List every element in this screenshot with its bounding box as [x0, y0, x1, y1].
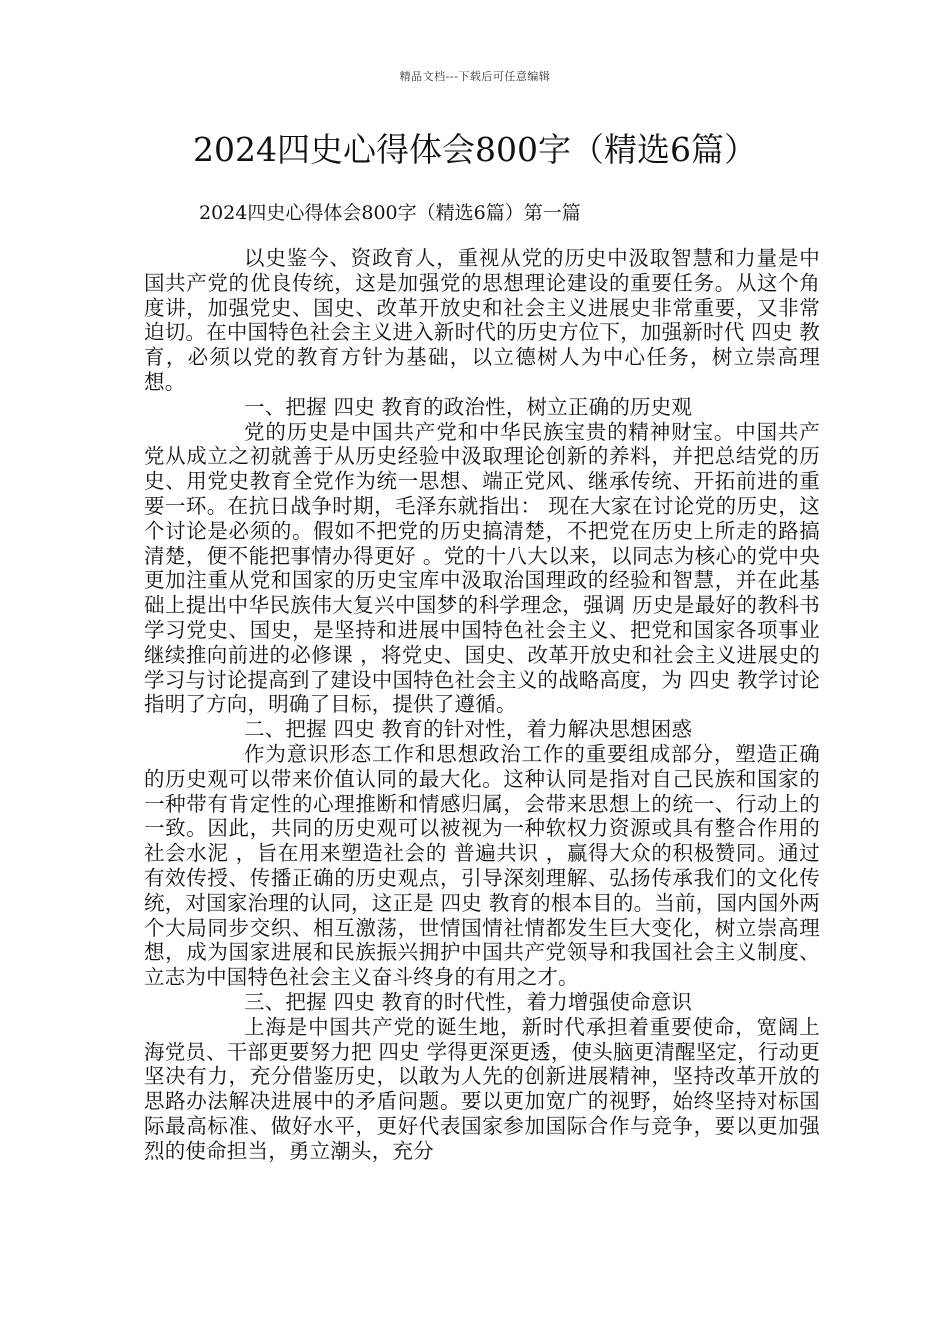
section-heading-2: 二、把握 四史 教育的针对性，着力解决思想困惑 — [244, 717, 693, 742]
document-title: 2024四史心得体会800字（精选6篇） — [193, 130, 757, 169]
section-heading-3: 三、把握 四史 教育的时代性，着力增强使命意识 — [244, 989, 693, 1014]
header-watermark: 精品文档---下载后可任意编辑 — [399, 70, 551, 83]
section-body-3: 上海是中国共产党的诞生地，新时代承担着重要使命，宽阔上海党员、干部更要努力把 四史 学得更深更透，使头脑更清醒坚定，行动更坚决有力，充分借鉴历史，以敢为人先的创新进展精神，坚持改革开放的思路办法解决进展中的矛盾问题。要以更加宽广的视野，始终坚持对标国际最高标准、做好水平，更好代表国家参加国际合作与竞争，要以更加强烈的使命担当，勇立潮头，充分 — [144, 1014, 820, 1163]
document-body — [144, 246, 820, 1163]
document-subtitle: 2024四史心得体会800字（精选6篇）第一篇 — [199, 202, 581, 224]
section-body-1: 党的历史是中国共产党和中华民族宝贵的精神财宝。中国共产党从成立之初就善于从历史经验中汲取理论创新的养料，并把总结党的历史、用党史教育全党作为统一思想、端正党风、继承传统、开拓前进的重要一环。在抗日战争时期，毛泽东就指出： 现在大家在讨论党的历史，这个讨论是必须的。假如不把党的历史搞清楚，不把党在历史上所走的路搞清楚，便不能把事情办得更好 。党的十八大以来，以同志为核心的党中央更加注重从党和国家的历史宝库中汲取治国理政的经验和智慧，并在此基础上提出中华民族伟大复兴中国梦的科学理念，强调 历史是最好的教科书 学习党史、国史，是坚持和进展中国特色社会主义、把党和国家各项事业继续推向前进的必修课 ，将党史、国史、改革开放史和社会主义进展史的学习与讨论提高到了建设中国特色社会主义的战略高度，为 四史 教学讨论指明了方向，明确了目标，提供了遵循。 — [144, 419, 820, 717]
section-body-2: 作为意识形态工作和思想政治工作的重要组成部分，塑造正确的历史观可以带来价值认同的最大化。这种认同是指对自己民族和国家的一种带有肯定性的心理推断和情感归属，会带来思想上的统一、行动上的一致。因此，共同的历史观可以被视为一种软权力资源或具有整合作用的 社会水泥 ，旨在用来塑造社会的 普遍共识 ，赢得大众的积极赞同。通过有效传授、传播正确的历史观点，引导深刻理解、弘扬传承我们的文化传统，对国家治理的认同，这正是 四史 教育的根本目的。当前，国内国外两个大局同步交织、相互激荡，世情国情社情都发生巨大变化，树立崇高理想，成为国家进展和民族振兴拥护中国共产党领导和我国社会主义制度、立志为中国特色社会主义奋斗终身的有用之才。 — [144, 741, 820, 990]
intro-paragraph: 以史鉴今、资政育人，重视从党的历史中汲取智慧和力量是中国共产党的优良传统，这是加强党的思想理论建设的重要任务。从这个角度讲，加强党史、国史、改革开放史和社会主义进展史非常重要，又非常迫切。在中国特色社会主义进入新时代的历史方位下，加强新时代 四史 教育，必须以党的教育方针为基础，以立德树人为中心任务，树立崇高理想。 — [144, 246, 820, 394]
section-heading-1: 一、把握 四史 教育的政治性，树立正确的历史观 — [244, 394, 693, 419]
